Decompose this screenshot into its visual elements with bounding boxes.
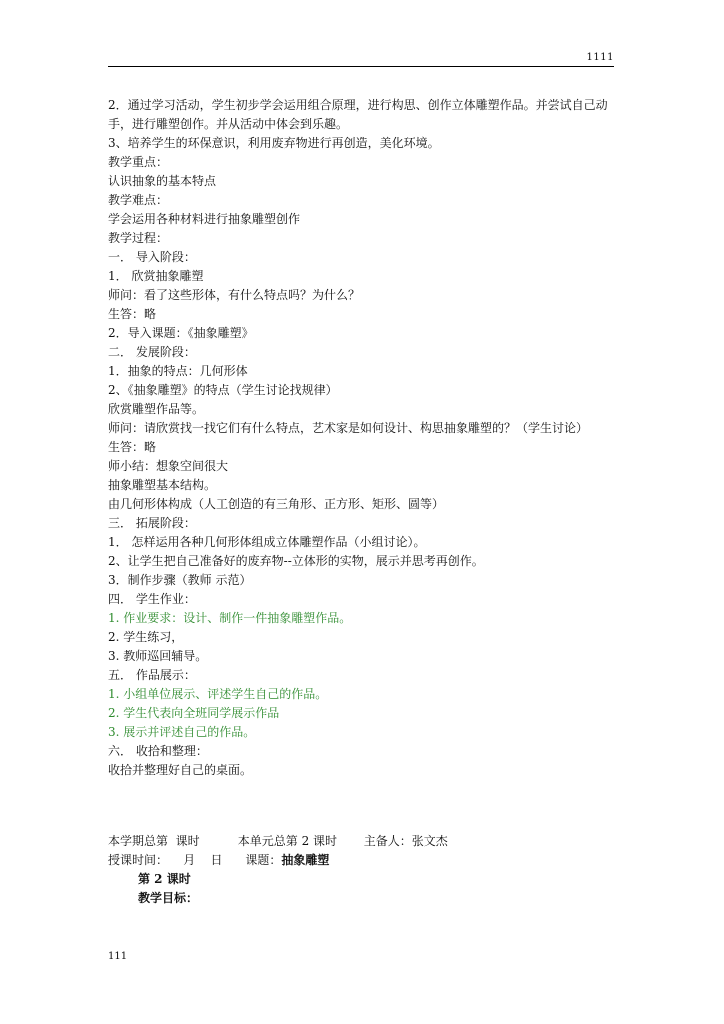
body-line: 教学重点： <box>108 155 169 169</box>
body-line: 二． 发展阶段： <box>108 345 196 359</box>
body-line: 认识抽象的基本特点 <box>108 174 217 188</box>
body-line: 3、培养学生的环保意识，利用废弃物进行再创造，美化环境。 <box>108 136 440 150</box>
body-line: 2．通过学习活动，学生初步学会运用组合原理，进行构思、创作立体雕塑作品。并尝试自己动手，进行雕塑创作。并从活动中体会到乐趣。 <box>108 98 608 131</box>
body-line: 3. 展示并评述自己的作品。 <box>108 725 256 739</box>
body-line: 3. 教师巡回辅导。 <box>108 649 208 663</box>
body-line: 教学难点： <box>108 193 169 207</box>
body-line: 六． 收拾和整理： <box>108 744 208 758</box>
body-line: 1. 作业要求：设计、制作一件抽象雕塑作品。 <box>108 611 352 625</box>
body-line: 生答：略 <box>108 440 157 454</box>
body-line: 师小结：想象空间很大 <box>108 459 229 473</box>
section-gap <box>108 780 616 832</box>
body-line: 师问：请欣赏找一找它们有什么特点，艺术家是如何设计、构思抽象雕塑的？（学生讨论） <box>108 421 589 435</box>
lesson-meta-row2 <box>108 851 616 870</box>
body-line: 2、《抽象雕塑》的特点（学生讨论找规律） <box>108 383 338 397</box>
body-line: 师问：看了这些形体，有什么特点吗？为什么？ <box>108 288 361 302</box>
body-line: 由几何形体构成（人工创造的有三角形、正方形、矩形、圆等） <box>108 497 445 511</box>
body-line: 教学过程： <box>108 231 169 245</box>
body-line: 1．抽象的特点：几何形体 <box>108 364 248 378</box>
document-body <box>108 96 616 908</box>
body-line: 收拾并整理好自己的桌面。 <box>108 763 253 777</box>
body-line: 欣赏雕塑作品等。 <box>108 402 205 416</box>
lesson-topic: 抽象雕塑 <box>281 853 330 867</box>
body-line: 3．制作步骤（教师 示范） <box>108 573 252 587</box>
body-line: 2、让学生把自己准备好的废弃物--立体形的实物，展示并思考再创作。 <box>108 554 484 568</box>
lesson-text <box>108 96 616 780</box>
body-line: 生答：略 <box>108 307 157 321</box>
body-line: 五． 作品展示： <box>108 668 196 682</box>
header-rule <box>108 66 614 67</box>
lesson-meta-row1: 本学期总第 课时 本单元总第 2 课时 主备人：张文杰 <box>108 834 448 848</box>
body-line: 抽象雕塑基本结构。 <box>108 478 217 492</box>
teaching-objectives-heading: 教学目标： <box>138 891 199 905</box>
body-line: 一． 导入阶段： <box>108 250 196 264</box>
body-line: 三． 拓展阶段： <box>108 516 196 530</box>
body-line: 四． 学生作业： <box>108 592 196 606</box>
lesson-meta-row2-prefix: 授课时间： 月 日 课题： <box>108 853 282 867</box>
body-line: 2. 学生代表向全班同学展示作品 <box>108 706 280 720</box>
body-line: 2. 学生练习， <box>108 630 184 644</box>
footer-page-number: 111 <box>108 951 128 962</box>
lesson-period: 第 2 课时 <box>138 872 191 886</box>
body-line: 1． 欣赏抽象雕塑 <box>108 269 204 283</box>
body-line: 学会运用各种材料进行抽象雕塑创作 <box>108 212 301 226</box>
body-line: 1. 小组单位展示、评述学生自己的作品。 <box>108 687 328 701</box>
body-line: 1． 怎样运用各种几何形体组成立体雕塑作品（小组讨论）。 <box>108 535 426 549</box>
body-line: 2．导入课题：《抽象雕塑》 <box>108 326 254 340</box>
header-page-number: 1111 <box>586 52 614 63</box>
